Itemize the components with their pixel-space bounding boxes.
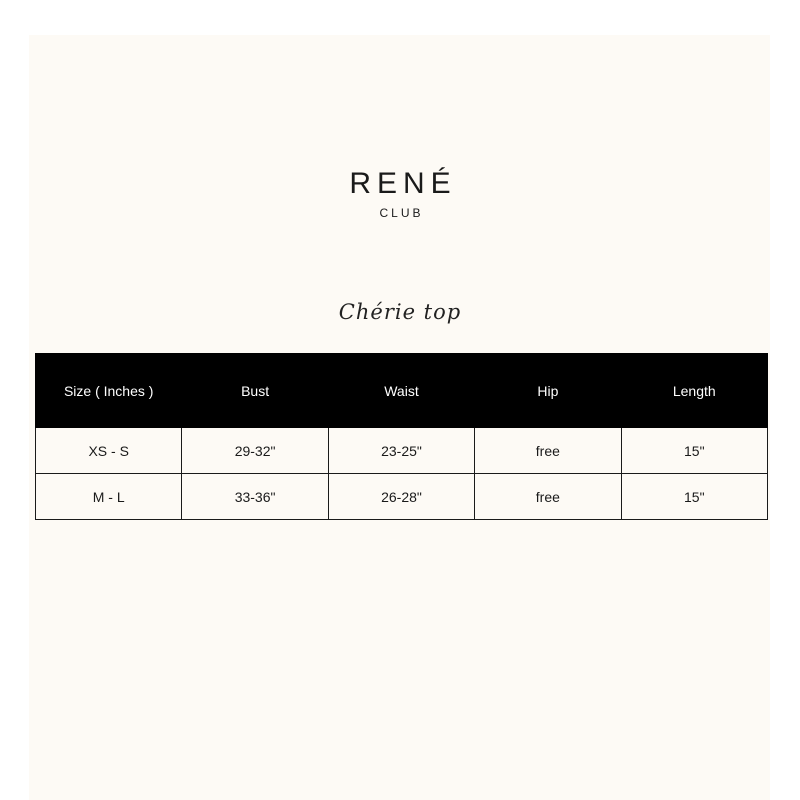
brand-name: RENÉ: [349, 167, 457, 200]
product-title: Chérie top: [338, 300, 462, 324]
cell-bust: 33-36": [182, 474, 328, 520]
size-chart-table: [35, 353, 768, 520]
cell-size: M - L: [36, 474, 182, 520]
header-bust: Bust: [182, 354, 328, 428]
header-size: Size ( Inches ): [36, 354, 182, 428]
cell-waist: 23-25": [328, 428, 474, 474]
cell-length: 15": [621, 428, 767, 474]
cell-hip: free: [475, 428, 621, 474]
cell-size: XS - S: [36, 428, 182, 474]
cell-hip: free: [475, 474, 621, 520]
table-row: [36, 428, 768, 474]
brand-logo: [0, 164, 800, 222]
cell-bust: 29-32": [182, 428, 328, 474]
brand-subtitle: CLUB: [379, 206, 424, 220]
header-hip: Hip: [475, 354, 621, 428]
header-length: Length: [621, 354, 767, 428]
cell-length: 15": [621, 474, 767, 520]
header-waist: Waist: [328, 354, 474, 428]
cell-waist: 26-28": [328, 474, 474, 520]
table-header-row: [36, 354, 768, 428]
table-row: [36, 474, 768, 520]
